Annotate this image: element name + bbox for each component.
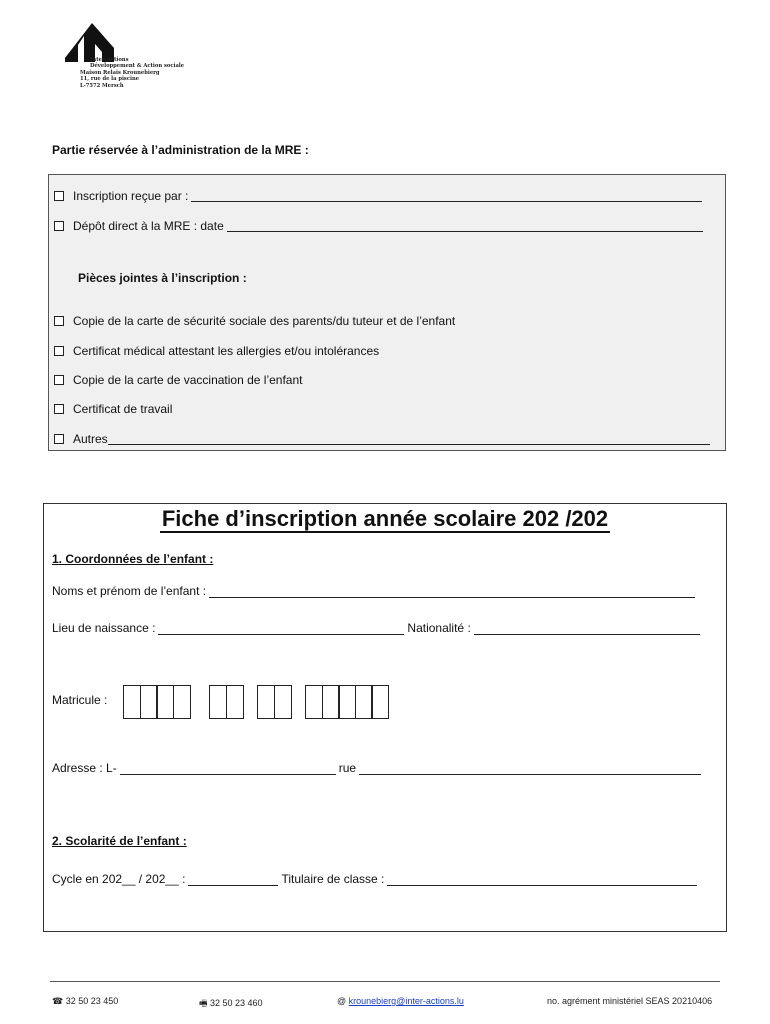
matricule-group	[209, 685, 244, 719]
attachment-checkbox[interactable]	[54, 346, 64, 356]
matricule-digit[interactable]	[355, 685, 373, 719]
footer-phone: ☎ 32 50 23 450	[52, 996, 119, 1006]
attachments-title: Pièces jointes à l’inscription :	[78, 271, 247, 285]
section-schooling: 2. Scolarité de l’enfant :	[52, 834, 187, 848]
postal-code-field[interactable]	[120, 763, 336, 775]
matricule-digit[interactable]	[371, 685, 389, 719]
address-row: Adresse : L- rue	[52, 761, 704, 775]
matricule-label: Matricule :	[52, 693, 108, 707]
matricule-digit[interactable]	[338, 685, 356, 719]
form-title: Fiche d’inscription année scolaire 202 /202	[161, 506, 609, 531]
matricule-digit[interactable]	[173, 685, 191, 719]
cycle-field[interactable]	[188, 874, 278, 886]
attachment-item: Certificat de travail	[54, 402, 172, 416]
attachment-checkbox[interactable]	[54, 316, 64, 326]
attachment-checkbox[interactable]	[54, 434, 64, 444]
child-name-field[interactable]	[209, 586, 695, 598]
child-name-row: Noms et prénom de l’enfant :	[52, 584, 698, 598]
email-link[interactable]: krounebierg@inter-actions.lu	[348, 996, 464, 1006]
fax-icon: 🖷	[199, 998, 208, 1008]
direct-row	[54, 219, 703, 233]
received-row	[54, 189, 702, 203]
matricule-group	[123, 685, 191, 719]
footer-agreement: no. agrément ministériel SEAS 20210406	[547, 996, 713, 1006]
footer-email: @ krounebierg@inter-actions.lu	[337, 996, 464, 1006]
registration-form-box	[43, 503, 727, 932]
matricule-digit[interactable]	[305, 685, 323, 719]
matricule-digit[interactable]	[322, 685, 340, 719]
received-label: Inscription reçue par :	[73, 189, 189, 203]
other-field[interactable]	[108, 433, 710, 445]
direct-label: Dépôt direct à la MRE : date	[73, 219, 224, 233]
direct-checkbox[interactable]	[54, 221, 64, 231]
matricule-digit[interactable]	[209, 685, 227, 719]
street-field[interactable]	[359, 763, 701, 775]
attachment-checkbox[interactable]	[54, 375, 64, 385]
teacher-field[interactable]	[387, 874, 697, 886]
matricule-digit[interactable]	[226, 685, 244, 719]
footer-divider	[50, 981, 720, 982]
received-checkbox[interactable]	[54, 191, 64, 201]
matricule-digit[interactable]	[274, 685, 292, 719]
matricule-digit[interactable]	[140, 685, 158, 719]
matricule-group	[305, 685, 389, 719]
footer-fax: 🖷 32 50 23 460	[199, 998, 263, 1008]
attachment-item: Copie de la carte de vaccination de l’enfant	[54, 373, 302, 387]
birth-nationality-row: Lieu de naissance : Nationalité :	[52, 621, 703, 635]
attachment-checkbox[interactable]	[54, 404, 64, 414]
received-field[interactable]	[191, 190, 702, 202]
matricule-digit[interactable]	[156, 685, 174, 719]
nationality-field[interactable]	[474, 623, 700, 635]
attachment-item: Copie de la carte de sécurité sociale des parents/du tuteur et de l’enfant	[54, 314, 455, 328]
admin-box	[48, 174, 726, 451]
attachment-item-other: Autres	[54, 432, 710, 446]
logo-address: Inter-Actions Développement & Action sociale Maison Relais Krounebierg 11, rue de la piscine L-7572 Mersch	[80, 57, 185, 89]
birthplace-field[interactable]	[158, 623, 404, 635]
section-child-details: 1. Coordonnées de l’enfant :	[52, 552, 214, 566]
admin-section-title: Partie réservée à l’administration de la MRE :	[52, 143, 309, 157]
schooling-row: Cycle en 202__ / 202__ : Titulaire de classe :	[52, 872, 700, 886]
attachment-item: Certificat médical attestant les allergies et/ou intolérances	[54, 344, 379, 358]
matricule-group	[257, 685, 292, 719]
direct-date-field[interactable]	[227, 220, 703, 232]
matricule-digit[interactable]	[123, 685, 141, 719]
organization-logo	[62, 18, 222, 100]
phone-icon: ☎	[52, 996, 64, 1006]
matricule-digit[interactable]	[257, 685, 275, 719]
